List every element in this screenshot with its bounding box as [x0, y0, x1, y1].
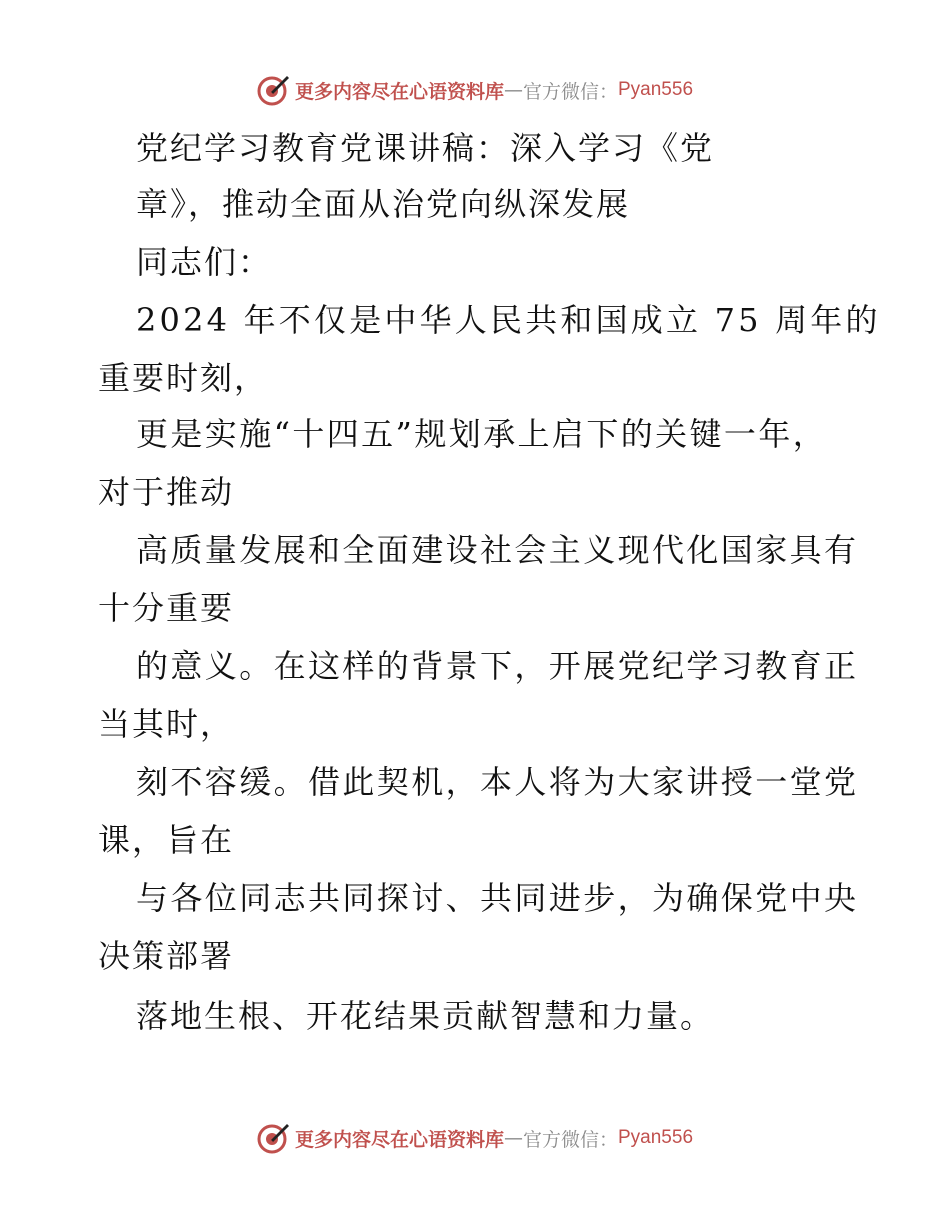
body-line: 对于推动: [98, 473, 235, 511]
title-line-2: 章》，推动全面从治党向纵深发展: [136, 185, 631, 223]
salutation: 同志们：: [136, 243, 273, 281]
banner-separator: —: [503, 79, 523, 101]
body-line: 2024 年不仅是中华人民共和国成立 75 周年的: [136, 301, 881, 339]
header-banner: [0, 70, 950, 110]
pen-logo-icon: [257, 1121, 291, 1155]
body-line: 的意义。在这样的背景下，开展党纪学习教育正: [136, 647, 859, 685]
banner-separator: —: [503, 1127, 523, 1149]
banner-wechat-label: 官方微信：: [522, 1128, 618, 1151]
body-line: 决策部署: [98, 937, 235, 975]
body-line: 课，旨在: [98, 821, 235, 859]
body-line: 落地生根、开花结果贡献智慧和力量。: [136, 997, 715, 1035]
banner-site-text: 更多内容尽在心语资料库: [294, 80, 504, 103]
body-line: 刻不容缓。借此契机，本人将为大家讲授一堂党: [136, 763, 859, 801]
body-line: 更是实施“十四五”规划承上启下的关键一年，: [136, 415, 828, 453]
body-line: 与各位同志共同探讨、共同进步，为确保党中央: [136, 879, 859, 917]
body-line: 重要时刻，: [98, 359, 269, 397]
banner-wechat-id: Pyan556: [618, 1127, 694, 1148]
body-line: 当其时，: [98, 705, 235, 743]
body-line: 十分重要: [98, 589, 235, 627]
banner-wechat-id: Pyan556: [618, 79, 694, 100]
body-line: 高质量发展和全面建设社会主义现代化国家具有: [136, 531, 859, 569]
pen-logo-icon: [257, 73, 291, 107]
footer-banner: [0, 1118, 950, 1158]
title-line-1: 党纪学习教育党课讲稿：深入学习《党: [136, 129, 715, 167]
banner-wechat-label: 官方微信：: [522, 80, 618, 103]
banner-site-text: 更多内容尽在心语资料库: [294, 1128, 504, 1151]
